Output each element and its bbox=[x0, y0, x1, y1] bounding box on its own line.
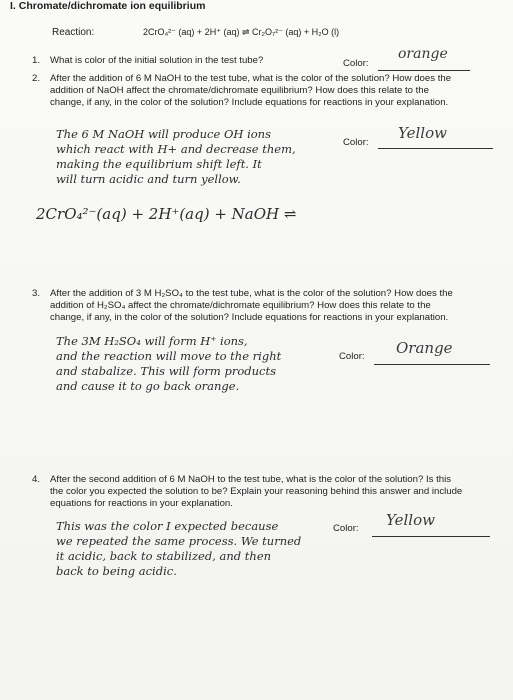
question-text-line: equations for reactions in your explanation. bbox=[50, 498, 233, 509]
question-text-line: After the addition of 3 M H₂SO₄ to the test tube, what is the color of the solution? How does the bbox=[50, 288, 453, 299]
handwriting-line: and stabalize. This will form products bbox=[56, 364, 277, 378]
handwriting-line: it acidic, back to stabilized, and then bbox=[56, 549, 272, 563]
color-label: Color: bbox=[333, 523, 359, 534]
handwriting-line: which react with H+ and decrease them, bbox=[56, 142, 296, 156]
question-number: 4. bbox=[32, 474, 41, 485]
handwriting-line: and cause it to go back orange. bbox=[56, 379, 240, 393]
question-text-line: change, if any, in the color of the solution? Include equations for reactions in your explanation. bbox=[50, 312, 449, 323]
color-label: Color: bbox=[343, 58, 369, 69]
handwriting-line: back to being acidic. bbox=[56, 564, 177, 578]
handwritten-answer bbox=[56, 127, 296, 187]
handwriting-line: This was the color I expected because bbox=[56, 519, 279, 533]
question-text bbox=[50, 73, 498, 109]
handwriting-line: The 6 M NaOH will produce OH ions bbox=[56, 127, 271, 141]
question-text-line: After the second addition of 6 M NaOH to the test tube, what is the color of the solution? Is this bbox=[50, 474, 452, 485]
section-title: I. Chromate/dichromate ion equilibrium bbox=[10, 0, 206, 12]
question-text-line: addition of H₂SO₄ affect the chromate/dichromate equilibrium? How does this relate to the bbox=[50, 300, 431, 311]
question-text-line: After the addition of 6 M NaOH to the test tube, what is the color of the solution? How does the bbox=[50, 73, 452, 84]
handwritten-answer bbox=[56, 519, 301, 579]
color-label: Color: bbox=[339, 351, 365, 362]
reaction-equation: 2CrO₄²⁻ (aq) + 2H⁺ (aq) ⇌ Cr₂O₇²⁻ (aq) + H₂O (l) bbox=[143, 27, 340, 37]
color-label: Color: bbox=[343, 137, 369, 148]
handwritten-answer bbox=[56, 334, 281, 394]
answer-underline bbox=[374, 364, 490, 365]
color-answer: Yellow bbox=[398, 124, 447, 142]
handwriting-line: we repeated the same process. We turned bbox=[56, 534, 302, 548]
question-number: 1. bbox=[32, 55, 41, 66]
answer-underline bbox=[372, 536, 490, 537]
handwriting-line: will turn acidic and turn yellow. bbox=[56, 172, 241, 186]
answer-underline bbox=[378, 148, 493, 149]
handwritten-equation: 2CrO₄²⁻(aq) + 2H⁺(aq) + NaOH ⇌ bbox=[36, 205, 297, 223]
color-answer: Yellow bbox=[386, 511, 435, 529]
reaction-label: Reaction: bbox=[52, 27, 95, 38]
question-text-line: change, if any, in the color of the solution? Include equations for reactions in your explanation. bbox=[50, 97, 449, 108]
color-answer: orange bbox=[398, 46, 448, 62]
question-number: 3. bbox=[32, 288, 41, 299]
question-text bbox=[50, 474, 498, 510]
question-text: What is color of the initial solution in the test tube? bbox=[50, 55, 264, 66]
handwriting-line: The 3M H₂SO₄ will form H⁺ ions, bbox=[56, 334, 248, 348]
question-text-line: the color you expected the solution to be? Explain your reasoning behind this answer and include bbox=[50, 486, 463, 497]
question-number: 2. bbox=[32, 73, 41, 84]
handwriting-line: and the reaction will move to the right bbox=[56, 349, 282, 363]
color-answer: Orange bbox=[396, 339, 453, 357]
question-text bbox=[50, 288, 498, 324]
answer-underline bbox=[378, 70, 470, 71]
handwriting-line: making the equilibrium shift left. It bbox=[56, 157, 262, 171]
question-text-line: addition of NaOH affect the chromate/dichromate equilibrium? How does this relate to the bbox=[50, 85, 429, 96]
